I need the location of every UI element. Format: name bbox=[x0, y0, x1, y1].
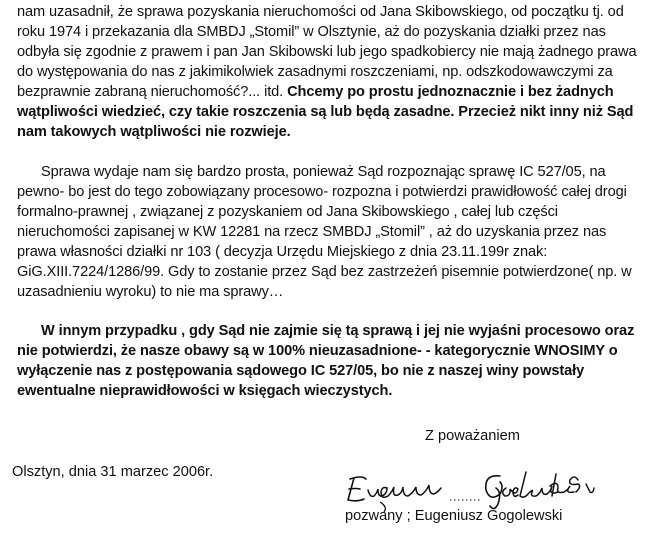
paragraph-3: W innym przypadku , gdy Sąd nie zajmie się tą sprawą i jej nie wyjaśni procesowo oraz nie potwierdzi, że nasze obawy są w 100% nieuzasadnione- - kategorycznie WNOSIMY o wyłączenie nas z postępowania sądowego IC 527/05, bo nie z naszej winy powstały ewentualne nieprawidłowości w księgach wieczystych. bbox=[17, 323, 635, 399]
paragraph-1 bbox=[17, 2, 647, 142]
paragraph-1-text: nam uzasadnił, że sprawa pozyskania nieruchomości od Jana Skibowskiego, od początku tj. od roku 1974 i przekazania dla SMBDJ „Stomil” w Olsztynie, aż do pozyskania działki przez nas odbyła się zgodnie z prawem i pan Jan Skibowski lub jego spadkobiercy nie mają żadnego prawa do występowania do nas z jakimikolwiek zasadnymi roszczeniami, np. odszkodowawczymi za bezprawnie zabraną nieruchomość?... itd. bbox=[17, 4, 637, 100]
signer-name: pozwany ; Eugeniusz Gogolewski bbox=[345, 508, 563, 524]
handwritten-signature bbox=[340, 466, 610, 514]
paragraph-2: Sprawa wydaje nam się bardzo prosta, ponieważ Sąd rozpoznając sprawę IC 527/05, na pewno- bo jest do tego zobowiązany procesowo- rozpozna i potwierdzi prawidłowość całej drogi formalno-prawnej , związanej z pozyskaniem od Jana Skibowskiego , całej lub części nieruchomości zapisanej w KW 12281 na rzecz SMBDJ „Stomil” , aż do uzyskania przez nas prawa własności działki nr 103 ( decyzja Urzędu Miejskiego z dnia 23.11.199r znak: GiG.XIII.7224/1286/99. Gdy to zostanie przez Sąd bez zastrzeżeń pisemnie potwierdzone( np. w uzasadnieniu wyroku) to nie ma sprawy… bbox=[17, 164, 632, 300]
closing-salutation: Z poważaniem bbox=[425, 428, 520, 444]
paragraph-1-bold-text: Chcemy po prostu jednoznacznie i bez żadnych wątpliwości wiedzieć, czy takie roszczenia są lub będą zasadne. Przecież nikt inny niż Sąd nam takowych wątpliwości nie rozwieje. bbox=[17, 84, 634, 140]
place-and-date: Olsztyn, dnia 31 marzec 2006r. bbox=[12, 464, 214, 480]
